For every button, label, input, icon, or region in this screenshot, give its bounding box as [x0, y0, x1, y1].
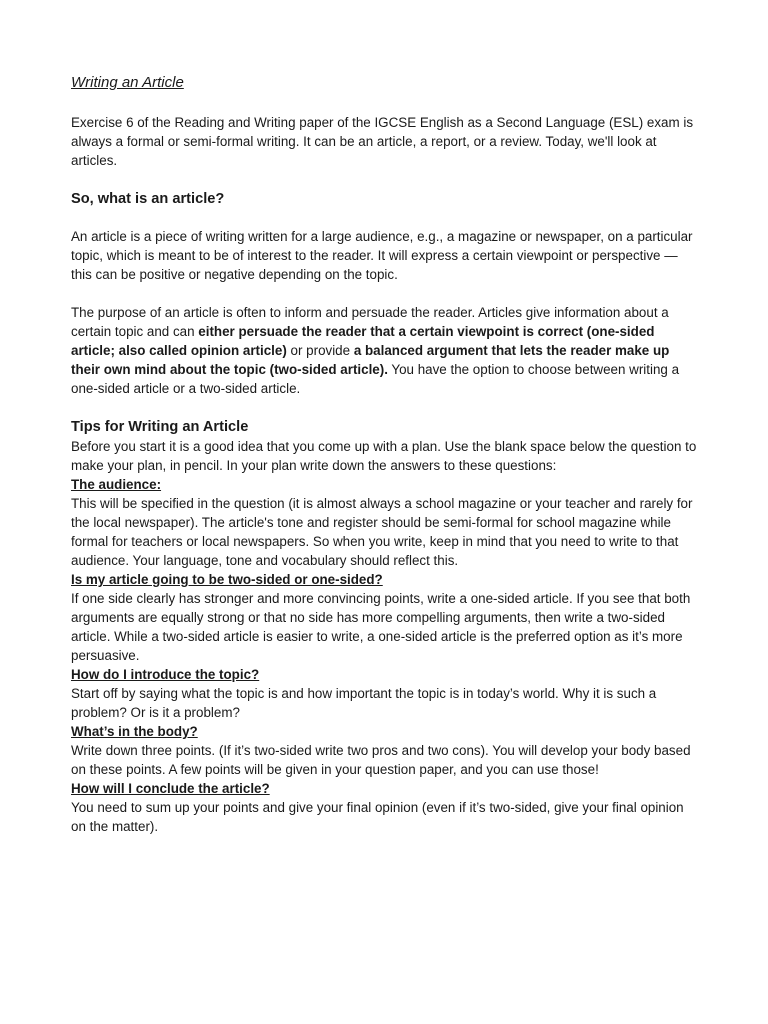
answer-audience: This will be specified in the question (it is almost always a school magazine or your teacher and rarely for the local newspaper). The article's tone and register should be semi-formal for school magazine while formal for teachers or local newspapers. So when you write, keep in mind that you need to write to that audience. Your language, tone and vocabulary should reflect this. — [71, 496, 693, 568]
purpose-text-1: The purpose of an article is often to inform and persuade the reader. Articles give information about a certain topic and can — [71, 305, 669, 339]
question-body: What’s in the body? — [71, 724, 198, 739]
answer-introduction: Start off by saying what the topic is and how important the topic is in today’s world. Why it is such a problem? Or is it a problem? — [71, 686, 657, 720]
question-sidedness: Is my article going to be two-sided or one-sided? — [71, 572, 383, 587]
question-conclusion: How will I conclude the article? — [71, 781, 270, 796]
tips-intro: Before you start it is a good idea that you come up with a plan. Use the blank space below the question to make your plan, in pencil. In your plan write down the answers to these questions: — [71, 439, 697, 473]
answer-conclusion: You need to sum up your points and give your final opinion (even if it’s two-sided, give your final opinion on the matter). — [71, 800, 684, 834]
purpose-text-3: You have the option to choose between writing a one-sided article or a two-sided article. — [71, 362, 680, 396]
tips-heading: Tips for Writing an Article — [71, 419, 249, 435]
question-audience: The audience: — [71, 477, 162, 492]
intro-paragraph: Exercise 6 of the Reading and Writing paper of the IGCSE English as a Second Language (ESL) exam is always a formal or semi-formal writing. It can be an article, a report, or a review. Today, we'll look at articles. — [71, 115, 694, 168]
purpose-text-2: or provide — [286, 343, 354, 358]
answer-sidedness: If one side clearly has stronger and more convincing points, write a one-sided article. If you see that both arguments are equally strong or that no side has more compelling arguments, then write a two-sided article. While a two-sided article is easier to write, a one-sided article is the preferred option as it’s more persuasive. — [71, 591, 691, 663]
purpose-bold-2: a balanced argument that lets the reader make up their own mind about the topic (two-sided article). — [71, 343, 670, 377]
purpose-paragraph — [71, 303, 701, 398]
purpose-bold-1: either persuade the reader that a certain viewpoint is correct (one-sided article; also called opinion article) — [71, 324, 655, 358]
document-title: Writing an Article — [71, 74, 184, 91]
question-introduction: How do I introduce the topic? — [71, 667, 260, 682]
definition-paragraph: An article is a piece of writing written for a large audience, e.g., a magazine or newspaper, on a particular topic, which is meant to be of interest to the reader. It will express a certain viewpoint or perspective — this can be positive or negative depending on the topic. — [71, 229, 693, 282]
what-is-article-heading: So, what is an article? — [71, 191, 225, 207]
document-page — [71, 72, 701, 836]
answer-body: Write down three points. (If it’s two-sided write two pros and two cons). You will develop your body based on these points. A few points will be given in your question paper, and you can use those! — [71, 743, 691, 777]
